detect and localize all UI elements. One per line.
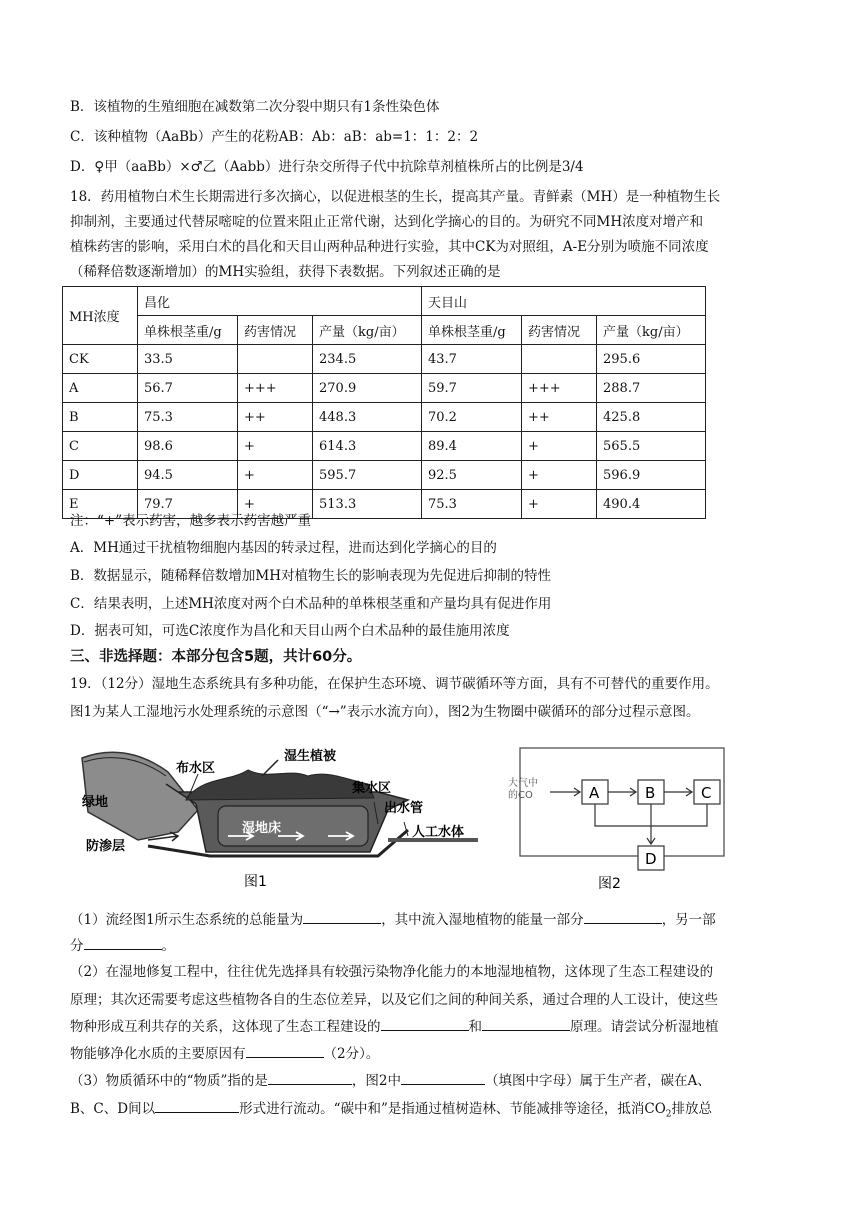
table-row xyxy=(63,374,706,403)
table-cell: + xyxy=(522,490,597,519)
table-cell: 59.7 xyxy=(422,374,522,403)
section-heading: 三、非选择题：本部分包含5题，共计60分。 xyxy=(70,649,362,665)
table-cell: + xyxy=(522,461,597,490)
table-cell: 614.3 xyxy=(313,432,422,461)
q18-stem-line-1: 18．药用植物白术生长期需进行多次摘心，以促进根茎的生长，提高其产量。青鲜素（MH）是一种植物生长 xyxy=(70,189,721,205)
figure1-label: 绿地 xyxy=(82,795,109,810)
figure1-label: 防渗层 xyxy=(86,839,126,854)
q19-stem-line-2: 图1为某人工湿地污水处理系统的示意图（“→”表示水流方向），图2为生物圈中碳循环的部分过程示意图。 xyxy=(70,704,700,720)
q19-part1-text: 。 xyxy=(161,938,175,954)
table-note: 注：“+”表示药害，越多表示药害越严重 xyxy=(70,513,312,529)
table-cell: + xyxy=(238,490,313,519)
q19-part2-text: 原理。请尝试分析湿地植 xyxy=(570,1019,719,1035)
q17-option-b: B．该植物的生殖细胞在减数第二次分裂中期只有1条性染色体 xyxy=(70,99,440,115)
q19-part3-text: （3）物质循环中的“物质”指的是 xyxy=(70,1073,268,1089)
q19-part3-text: 形式进行流动。“碳中和”是指通过植树造林、节能减排等途径，抵消CO xyxy=(239,1101,666,1117)
table-cell: 513.3 xyxy=(313,490,422,519)
table-header-changhua: 昌化 xyxy=(138,287,422,316)
q17-option-d: D．♀甲（aaBb）×♂乙（Aabb）进行杂交所得子代中抗除草剂植株所占的比例是3/4 xyxy=(70,159,584,175)
table-cell: 70.2 xyxy=(422,403,522,432)
table-subheader: 药害情况 xyxy=(238,316,313,345)
table-cell: 596.9 xyxy=(597,461,706,490)
table-cell xyxy=(522,345,597,374)
table-cell: ++ xyxy=(522,403,597,432)
q18-stem-line-3: 植株药害的影响，采用白术的昌化和天目山两种品种进行实验，其中CK为对照组，A-E分别为喷施不同浓度 xyxy=(70,239,709,255)
figure1-label: 布水区 xyxy=(176,761,216,776)
figure1-label: 集水区 xyxy=(352,781,392,796)
answer-blank[interactable] xyxy=(84,935,162,950)
table-cell: +++ xyxy=(238,374,313,403)
table-subheader-row xyxy=(63,316,706,345)
table-cell: + xyxy=(238,461,313,490)
q19-part2-line-4 xyxy=(70,1043,379,1064)
table-cell: 33.5 xyxy=(138,345,238,374)
table-cell: ++ xyxy=(238,403,313,432)
figure2-source-line-1: 大气中 xyxy=(508,778,538,789)
q19-part1-line-1 xyxy=(70,909,716,930)
table-header-mh: MH浓度 xyxy=(63,287,138,345)
q19-part2-text: 和 xyxy=(468,1019,482,1035)
table-header-row xyxy=(63,287,706,316)
q19-stem-line-1: 19．（12分）湿地生态系统具有多种功能，在保护生态环境、调节碳循环等方面，具有不可替代的重要作用。 xyxy=(70,676,719,692)
figure1-label: 湿生植被 xyxy=(284,749,337,764)
q19-part2-line-3 xyxy=(70,1016,719,1037)
table-subheader: 药害情况 xyxy=(522,316,597,345)
answer-blank[interactable] xyxy=(303,909,381,924)
q18-stem-line-4: （稀释倍数逐渐增加）的MH实验组，获得下表数据。下列叙述正确的是 xyxy=(70,264,501,280)
answer-blank[interactable] xyxy=(482,1016,570,1031)
table-row xyxy=(63,403,706,432)
q18-option-a: A．MH通过干扰植物细胞内基因的转录过程，进而达到化学摘心的目的 xyxy=(70,540,497,556)
table-cell xyxy=(238,345,313,374)
table-cell: 56.7 xyxy=(138,374,238,403)
q19-part1-text: 分 xyxy=(70,938,84,954)
table-cell: CK xyxy=(63,345,138,374)
q19-part2-line-2: 原理；其次还需要考虑这些植物各自的生态位差异，以及它们之间的种间关系，通过合理的人工设计，使这些 xyxy=(70,992,718,1008)
figure-2-carbon-cycle xyxy=(490,738,740,894)
figure1-label: 出水管 xyxy=(384,801,424,816)
q19-part2-text: 物种形成互利共存的关系，这体现了生态工程建设的 xyxy=(70,1019,381,1035)
q19-part3-line-1 xyxy=(70,1070,711,1091)
table-cell: 79.7 xyxy=(138,490,238,519)
table-cell: E xyxy=(63,490,138,519)
q19-part1-text: （1）流经图1所示生态系统的总能量为 xyxy=(70,912,304,928)
answer-blank[interactable] xyxy=(246,1043,324,1058)
q17-option-c: C．该种植物（AaBb）产生的花粉AB：Ab：aB：ab=1：1：2：2 xyxy=(70,129,479,145)
table-cell: 595.7 xyxy=(313,461,422,490)
q18-option-b: B．数据显示，随稀释倍数增加MH对植物生长的影响表现为先促进后抑制的特性 xyxy=(70,568,552,584)
q19-part3-text: 排放总 xyxy=(671,1101,713,1117)
figure2-caption: 图2 xyxy=(598,876,621,892)
table-cell: 75.3 xyxy=(422,490,522,519)
table-subheader: 产量（kg/亩） xyxy=(597,316,706,345)
q19-part3-text: B、C、D间以 xyxy=(70,1101,156,1117)
q19-part3-line-2 xyxy=(70,1098,712,1125)
table-subheader: 单株根茎重/g xyxy=(138,316,238,345)
table-row xyxy=(63,461,706,490)
table-header-tianmushan: 天目山 xyxy=(422,287,706,316)
figure2-node-c: C xyxy=(701,784,712,802)
table-cell: 43.7 xyxy=(422,345,522,374)
answer-blank[interactable] xyxy=(401,1070,485,1085)
table-cell: + xyxy=(238,432,313,461)
q19-part2-line-1: （2）在湿地修复工程中，往往优先选择具有较强污染物净化能力的本地湿地植物，这体现了生态工程建设的 xyxy=(70,964,714,980)
q19-part1-line-2 xyxy=(70,935,175,956)
q19-part2-text: （2分）。 xyxy=(323,1046,380,1062)
q19-part1-text: ，另一部 xyxy=(661,912,716,928)
table-cell: 425.8 xyxy=(597,403,706,432)
subscript: 2 xyxy=(665,1109,672,1120)
q19-part3-text: ，图2中 xyxy=(351,1073,401,1089)
answer-blank[interactable] xyxy=(381,1016,469,1031)
table-cell: 92.5 xyxy=(422,461,522,490)
q18-stem-line-2: 抑制剂，主要通过代替尿嘧啶的位置来阻止正常代谢，达到化学摘心的目的。为研究不同MH浓度对增产和 xyxy=(70,214,704,230)
q19-part3-text: （填图中字母）属于生产者，碳在A、 xyxy=(485,1073,711,1089)
q19-part2-text: 物能够净化水质的主要原因有 xyxy=(70,1046,246,1062)
table-subheader: 产量（kg/亩） xyxy=(313,316,422,345)
table-cell: 288.7 xyxy=(597,374,706,403)
mh-data-table xyxy=(62,286,706,519)
table-cell: B xyxy=(63,403,138,432)
table-cell: C xyxy=(63,432,138,461)
table-cell: +++ xyxy=(522,374,597,403)
table-row xyxy=(63,345,706,374)
table-cell: 270.9 xyxy=(313,374,422,403)
answer-blank[interactable] xyxy=(268,1070,352,1085)
table-cell: 234.5 xyxy=(313,345,422,374)
table-cell: A xyxy=(63,374,138,403)
table-cell: 98.6 xyxy=(138,432,238,461)
figure2-node-a: A xyxy=(589,784,600,802)
q18-option-d: D．据表可知，可选C浓度作为昌化和天目山两个白术品种的最佳施用浓度 xyxy=(70,623,510,639)
table-cell: 75.3 xyxy=(138,403,238,432)
table-cell: + xyxy=(522,432,597,461)
table-cell: 448.3 xyxy=(313,403,422,432)
table-cell: 295.6 xyxy=(597,345,706,374)
figure2-node-b: B xyxy=(645,784,656,802)
table-cell: 490.4 xyxy=(597,490,706,519)
table-cell: 94.5 xyxy=(138,461,238,490)
q18-option-c: C．结果表明，上述MH浓度对两个白术品种的单株根茎重和产量均具有促进作用 xyxy=(70,596,552,612)
figure2-node-d: D xyxy=(645,850,657,868)
table-cell: D xyxy=(63,461,138,490)
figure-1-wetland xyxy=(78,740,478,890)
table-subheader: 单株根茎重/g xyxy=(422,316,522,345)
figure1-caption: 图1 xyxy=(244,874,267,890)
answer-blank[interactable] xyxy=(155,1098,239,1113)
table-cell: 89.4 xyxy=(422,432,522,461)
figure2-source-line-2: 的CO xyxy=(508,790,533,801)
figure1-label: 人工水体 xyxy=(412,825,465,840)
table-row xyxy=(63,432,706,461)
q19-part1-text: ，其中流入湿地植物的能量一部分 xyxy=(381,912,584,928)
answer-blank[interactable] xyxy=(584,909,662,924)
table-cell: 565.5 xyxy=(597,432,706,461)
figure1-label: 湿地床 xyxy=(242,821,282,836)
